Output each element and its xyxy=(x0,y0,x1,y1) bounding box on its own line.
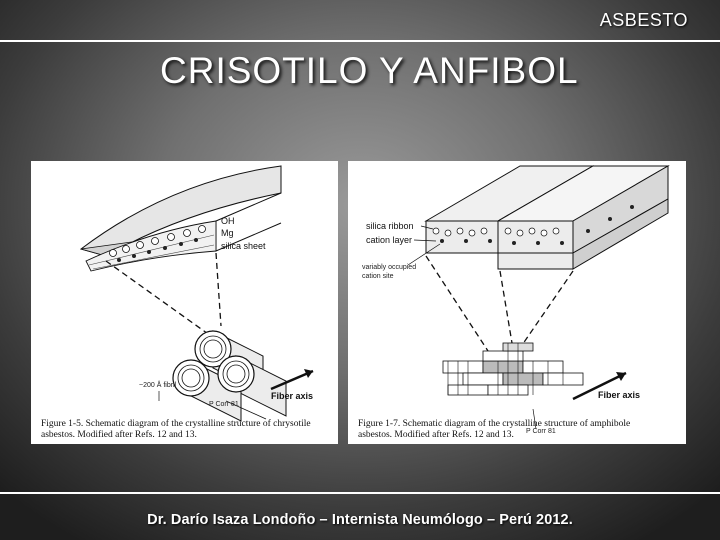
footer-credit: Dr. Darío Isaza Londoño – Internista Neumólogo – Perú 2012. xyxy=(147,512,573,528)
label-silica-ribbon: silica ribbon xyxy=(366,221,414,231)
label-credit: P Corr 81 xyxy=(209,401,239,408)
label-silica-sheet: silica sheet xyxy=(221,241,266,251)
bottom-rule xyxy=(0,492,720,494)
label-variably-occupied: variably occupied xyxy=(362,264,417,271)
label-mg: Mg xyxy=(221,228,234,238)
caption-line: Figure 1-5. Schematic diagram of the crystalline structure of chrysotile xyxy=(41,419,311,429)
slide-title: CRISOTILO Y ANFIBOL xyxy=(160,50,579,91)
label-fiber-axis-right: Fiber axis xyxy=(598,390,641,400)
amphibole-figure xyxy=(348,161,686,444)
caption-line: asbestos. Modified after Refs. 12 and 13. xyxy=(358,430,514,440)
label-oh: OH xyxy=(221,216,235,226)
top-rule xyxy=(0,40,720,42)
label-fiber-axis: Fiber axis xyxy=(271,391,314,401)
caption-line: Figure 1-7. Schematic diagram of the crystalline structure of amphibole xyxy=(358,419,631,429)
caption-line: asbestos. Modified after Refs. 12 and 13. xyxy=(41,430,197,440)
chrysotile-figure xyxy=(31,161,338,444)
label-cation-layer: cation layer xyxy=(366,235,413,245)
slide-tag: ASBESTO xyxy=(599,10,688,30)
label-credit-right: P Corr 81 xyxy=(526,428,556,435)
label-fibril: ~200 Å fibril xyxy=(139,382,177,389)
label-cation-site: cation site xyxy=(362,273,394,280)
